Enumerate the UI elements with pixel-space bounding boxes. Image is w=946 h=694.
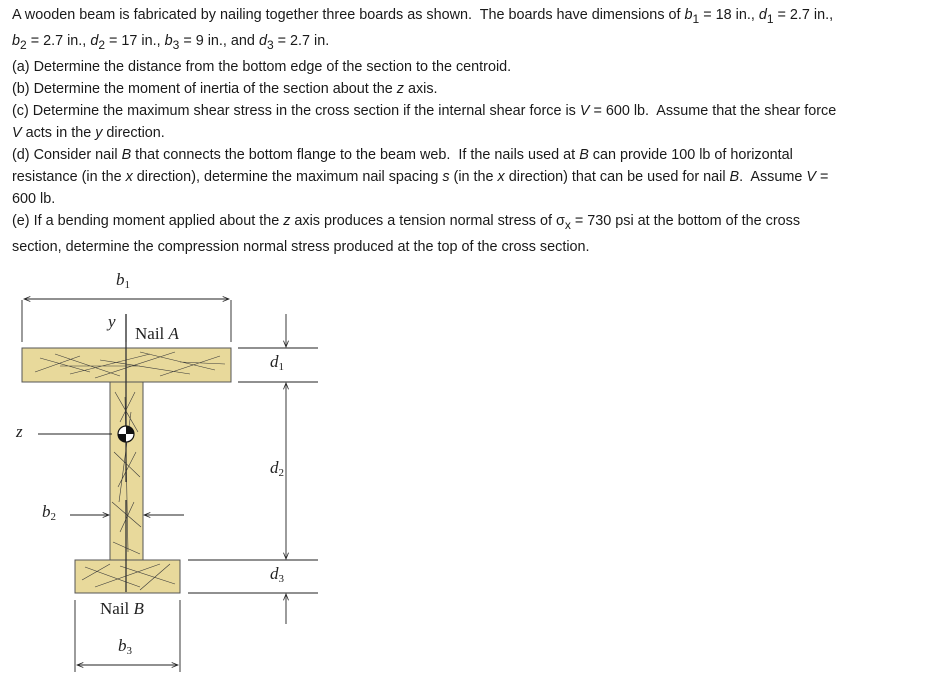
text-run: 1 xyxy=(692,11,700,26)
text-run: x xyxy=(125,168,133,185)
text-run: B xyxy=(579,146,589,163)
part-e-line-2: section, determine the compression normal stress produced at the top of the cross section. xyxy=(12,238,590,255)
text-run: that connects the bottom flange to the beam web. If the nails used at xyxy=(131,146,580,163)
text-run: = 2.7 in. xyxy=(273,32,330,49)
text-run: = xyxy=(815,168,829,185)
intro-line-1 xyxy=(12,4,938,30)
part-c-line-1 xyxy=(12,100,938,122)
part-b xyxy=(12,78,938,100)
z-axis-label: z xyxy=(16,422,23,441)
text-run: V xyxy=(579,102,590,119)
text-run: = 2.7 in., xyxy=(773,7,834,23)
text-run: = 730 psi at the bottom of the cross xyxy=(570,212,801,229)
text-run: acts in the xyxy=(21,124,96,141)
part-d-line-3: 600 lb. xyxy=(12,190,56,207)
part-a: (a) Determine the distance from the bottom edge of the section to the centroid. xyxy=(12,58,512,75)
text-run: can provide 100 lb of horizontal xyxy=(588,146,793,163)
text-run: 1 xyxy=(766,11,774,26)
text-run: V xyxy=(806,168,816,185)
text-run: = 18 in., xyxy=(699,7,759,23)
text-run: = 17 in., xyxy=(105,32,165,49)
text-run: b xyxy=(12,32,21,49)
part-e-line-1 xyxy=(12,210,938,236)
text-run: (in the xyxy=(449,168,498,185)
d1-label: $d_1$ xyxy=(270,352,284,373)
text-run: V xyxy=(12,124,22,141)
text-run: 2 xyxy=(98,37,106,52)
part-d-line-1 xyxy=(12,144,938,166)
text-run: (e) If a bending moment applied about the xyxy=(12,212,284,229)
text-run: A wooden beam is fabricated by nailing together three boards as shown. The boards have dimensions of xyxy=(12,7,685,23)
text-run: direction), determine the maximum nail spacing xyxy=(132,168,443,185)
text-run: (b) Determine the moment of inertia of the section about the xyxy=(12,80,397,97)
text-run: B xyxy=(121,146,132,163)
text-run: direction. xyxy=(102,124,165,141)
text-run: (c) Determine the maximum shear stress in the cross section if the internal shear force is xyxy=(12,102,580,119)
text-run: axis produces a tension normal stress of σ xyxy=(290,212,565,229)
text-run: = 600 lb. Assume that the shear force xyxy=(589,102,837,119)
nail-b-label: Nail B xyxy=(100,599,144,618)
part-d-line-2 xyxy=(12,166,938,188)
beam-cross-section-figure xyxy=(0,262,320,689)
text-run: b xyxy=(684,7,693,23)
problem-statement xyxy=(12,4,938,258)
text-run: (d) Consider nail xyxy=(12,146,122,163)
nail-a-label: Nail A xyxy=(135,324,179,343)
bottom-flange xyxy=(75,560,180,593)
text-run: z xyxy=(283,212,291,229)
text-run: 3 xyxy=(266,37,274,52)
text-run: x xyxy=(497,168,505,185)
d3-label: $d_3$ xyxy=(270,564,284,585)
text-run: = 9 in., and xyxy=(179,32,259,49)
text-run: 3 xyxy=(172,37,180,52)
text-run: b xyxy=(164,32,173,49)
y-axis-label: y xyxy=(108,312,116,331)
text-run: direction) that can be used for nail xyxy=(504,168,730,185)
text-run: = 2.7 in., xyxy=(26,32,91,49)
text-run: d xyxy=(758,7,767,23)
part-c-line-2 xyxy=(12,122,938,144)
text-run: d xyxy=(258,32,267,49)
intro-line-2 xyxy=(12,30,938,56)
centroid-icon xyxy=(118,426,134,442)
text-run: x xyxy=(564,217,571,232)
text-run: 2 xyxy=(20,37,27,52)
text-run: axis. xyxy=(403,80,438,97)
text-run: y xyxy=(95,124,103,141)
text-run: d xyxy=(90,32,99,49)
text-run: B xyxy=(729,168,740,185)
text-run: s xyxy=(442,168,450,185)
b1-label: $b_1$ xyxy=(116,270,130,291)
b3-label: $b_3$ xyxy=(118,636,132,657)
d2-label: $d_2$ xyxy=(270,458,284,479)
text-run: . Assume xyxy=(739,168,807,185)
text-run: resistance (in the xyxy=(12,168,126,185)
b2-label: $b_2$ xyxy=(42,502,56,523)
text-run: z xyxy=(396,80,404,97)
